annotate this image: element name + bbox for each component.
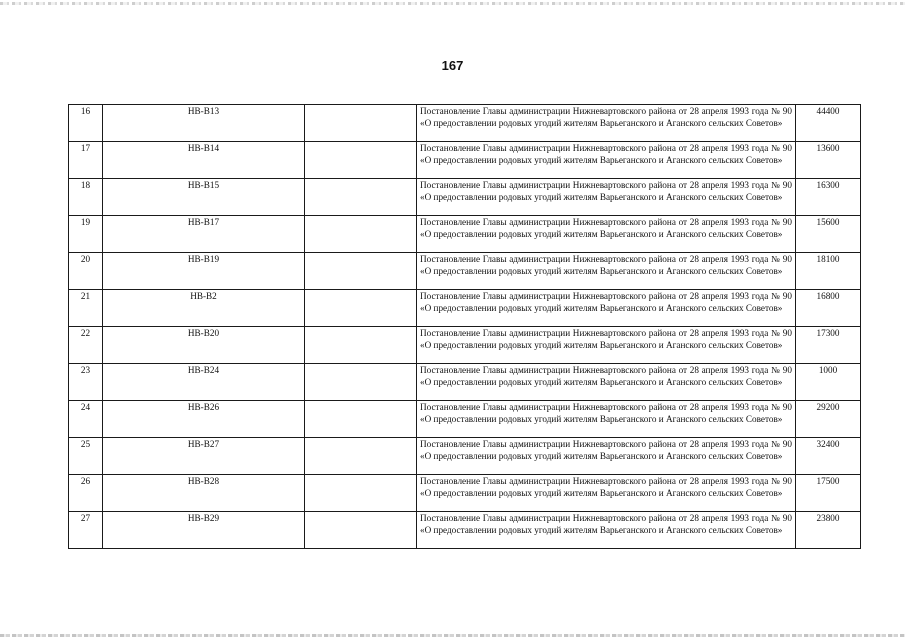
- area-cell: 32400: [796, 438, 861, 475]
- row-number-cell: 23: [69, 364, 103, 401]
- empty-cell: [305, 142, 417, 179]
- legal-basis-cell: Постановление Главы администрации Нижневартовского района от 28 апреля 1993 года № 90 «О предоставлении родовых угодий жителям Варьеганского и Аганского сельских Советов»: [417, 142, 796, 179]
- empty-cell: [305, 438, 417, 475]
- empty-cell: [305, 179, 417, 216]
- row-number-cell: 26: [69, 475, 103, 512]
- plot-code-cell: НВ-В28: [103, 475, 305, 512]
- empty-cell: [305, 475, 417, 512]
- row-number-cell: 18: [69, 179, 103, 216]
- scan-edge-top: [0, 2, 905, 5]
- plot-code-cell: НВ-В14: [103, 142, 305, 179]
- legal-basis-cell: Постановление Главы администрации Нижневартовского района от 28 апреля 1993 года № 90 «О предоставлении родовых угодий жителям Варьеганского и Аганского сельских Советов»: [417, 327, 796, 364]
- legal-basis-cell: Постановление Главы администрации Нижневартовского района от 28 апреля 1993 года № 90 «О предоставлении родовых угодий жителям Варьеганского и Аганского сельских Советов»: [417, 438, 796, 475]
- plot-code-cell: НВ-В13: [103, 105, 305, 142]
- table-row: [69, 364, 861, 401]
- empty-cell: [305, 290, 417, 327]
- row-number-cell: 20: [69, 253, 103, 290]
- row-number-cell: 19: [69, 216, 103, 253]
- table-row: [69, 216, 861, 253]
- plot-code-cell: НВ-В15: [103, 179, 305, 216]
- legal-basis-cell: Постановление Главы администрации Нижневартовского района от 28 апреля 1993 года № 90 «О предоставлении родовых угодий жителям Варьеганского и Аганского сельских Советов»: [417, 401, 796, 438]
- row-number-cell: 21: [69, 290, 103, 327]
- row-number-cell: 25: [69, 438, 103, 475]
- legal-basis-cell: Постановление Главы администрации Нижневартовского района от 28 апреля 1993 года № 90 «О предоставлении родовых угодий жителям Варьеганского и Аганского сельских Советов»: [417, 216, 796, 253]
- area-cell: 17300: [796, 327, 861, 364]
- table-row: [69, 105, 861, 142]
- table-row: [69, 327, 861, 364]
- table-row: [69, 179, 861, 216]
- registry-table: [68, 104, 861, 549]
- plot-code-cell: НВ-В20: [103, 327, 305, 364]
- legal-basis-cell: Постановление Главы администрации Нижневартовского района от 28 апреля 1993 года № 90 «О предоставлении родовых угодий жителям Варьеганского и Аганского сельских Советов»: [417, 179, 796, 216]
- empty-cell: [305, 364, 417, 401]
- registry-table-body: [69, 105, 861, 549]
- row-number-cell: 22: [69, 327, 103, 364]
- table-row: [69, 401, 861, 438]
- empty-cell: [305, 512, 417, 549]
- table-row: [69, 438, 861, 475]
- plot-code-cell: НВ-В27: [103, 438, 305, 475]
- table-row: [69, 512, 861, 549]
- plot-code-cell: НВ-В26: [103, 401, 305, 438]
- empty-cell: [305, 401, 417, 438]
- row-number-cell: 16: [69, 105, 103, 142]
- table-row: [69, 290, 861, 327]
- area-cell: 1000: [796, 364, 861, 401]
- area-cell: 23800: [796, 512, 861, 549]
- row-number-cell: 17: [69, 142, 103, 179]
- legal-basis-cell: Постановление Главы администрации Нижневартовского района от 28 апреля 1993 года № 90 «О предоставлении родовых угодий жителям Варьеганского и Аганского сельских Советов»: [417, 512, 796, 549]
- empty-cell: [305, 253, 417, 290]
- legal-basis-cell: Постановление Главы администрации Нижневартовского района от 28 апреля 1993 года № 90 «О предоставлении родовых угодий жителям Варьеганского и Аганского сельских Советов»: [417, 475, 796, 512]
- row-number-cell: 24: [69, 401, 103, 438]
- plot-code-cell: НВ-В17: [103, 216, 305, 253]
- plot-code-cell: НВ-В24: [103, 364, 305, 401]
- area-cell: 44400: [796, 105, 861, 142]
- area-cell: 17500: [796, 475, 861, 512]
- legal-basis-cell: Постановление Главы администрации Нижневартовского района от 28 апреля 1993 года № 90 «О предоставлении родовых угодий жителям Варьеганского и Аганского сельских Советов»: [417, 253, 796, 290]
- area-cell: 16300: [796, 179, 861, 216]
- plot-code-cell: НВ-В19: [103, 253, 305, 290]
- area-cell: 13600: [796, 142, 861, 179]
- legal-basis-cell: Постановление Главы администрации Нижневартовского района от 28 апреля 1993 года № 90 «О предоставлении родовых угодий жителям Варьеганского и Аганского сельских Советов»: [417, 364, 796, 401]
- area-cell: 15600: [796, 216, 861, 253]
- legal-basis-cell: Постановление Главы администрации Нижневартовского района от 28 апреля 1993 года № 90 «О предоставлении родовых угодий жителям Варьеганского и Аганского сельских Советов»: [417, 105, 796, 142]
- area-cell: 16800: [796, 290, 861, 327]
- legal-basis-cell: Постановление Главы администрации Нижневартовского района от 28 апреля 1993 года № 90 «О предоставлении родовых угодий жителям Варьеганского и Аганского сельских Советов»: [417, 290, 796, 327]
- table-row: [69, 142, 861, 179]
- empty-cell: [305, 327, 417, 364]
- empty-cell: [305, 216, 417, 253]
- empty-cell: [305, 105, 417, 142]
- area-cell: 29200: [796, 401, 861, 438]
- page-number: 167: [441, 58, 464, 73]
- plot-code-cell: НВ-В29: [103, 512, 305, 549]
- plot-code-cell: НВ-В2: [103, 290, 305, 327]
- scan-edge-bottom: [0, 634, 905, 637]
- area-cell: 18100: [796, 253, 861, 290]
- row-number-cell: 27: [69, 512, 103, 549]
- table-row: [69, 475, 861, 512]
- table-row: [69, 253, 861, 290]
